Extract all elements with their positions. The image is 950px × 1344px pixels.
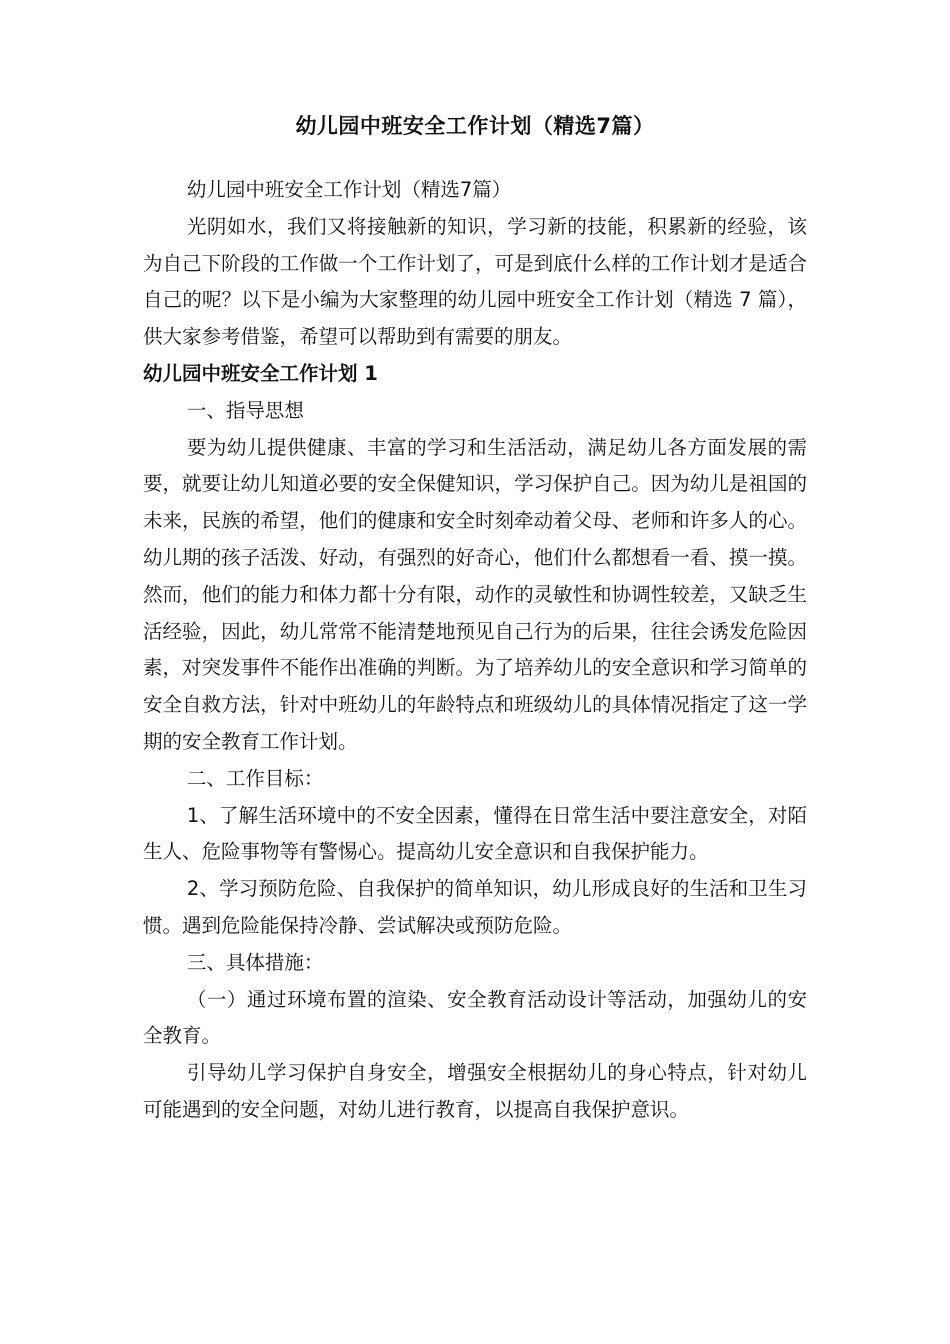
- intro-paragraph: 光阴如水，我们又将接触新的知识，学习新的技能，积累新的经验，该为自己下阶段的工作做一个工作计划了，可是到底什么样的工作计划才是适合自己的呢？以下是小编为大家整理的幼儿园中班安全工作计划（精选 7 篇），供大家参考借鉴，希望可以帮助到有需要的朋友。: [143, 214, 807, 349]
- subsection-heading-goals: 二、工作目标：: [186, 766, 324, 790]
- section-heading: 幼儿园中班安全工作计划 1: [143, 361, 378, 385]
- document-title: 幼儿园中班安全工作计划（精选7篇）: [295, 114, 655, 138]
- measure-item-1: （一）通过环境布置的渲染、安全教育活动设计等活动，加强幼儿的安全教育。: [143, 987, 807, 1048]
- body-paragraph: 要为幼儿提供健康、丰富的学习和生活活动，满足幼儿各方面发展的需要，就要让幼儿知道必要的安全保健知识，学习保护自己。因为幼儿是祖国的未来，民族的希望，他们的健康和安全时刻牵动着父母、老师和许多人的心。幼儿期的孩子活泼、好动，有强烈的好奇心，他们什么都想看一看、摸一摸。然而，他们的能力和体力都十分有限，动作的灵敏性和协调性较差，又缺乏生活经验，因此，幼儿常常不能清楚地预见自己行为的后果，往往会诱发危险因素，对突发事件不能作出准确的判断。为了培养幼儿的安全意识和学习简单的安全自救方法，针对中班幼儿的年龄特点和班级幼儿的具体情况指定了这一学期的安全教育工作计划。: [143, 435, 807, 753]
- subsection-heading-guiding-thought: 一、指导思想: [186, 398, 304, 422]
- goal-item-1: 1、了解生活环境中的不安全因素，懂得在日常生活中要注意安全，对陌生人、危险事物等有警惕心。提高幼儿安全意识和自我保护能力。: [143, 803, 807, 864]
- subtitle-paragraph: 幼儿园中班安全工作计划（精选7篇）: [186, 178, 512, 201]
- body-paragraph: 引导幼儿学习保护自身安全，增强安全根据幼儿的身心特点，针对幼儿可能遇到的安全问题，对幼儿进行教育，以提高自我保护意识。: [143, 1061, 807, 1121]
- subsection-heading-measures: 三、具体措施：: [186, 950, 324, 974]
- document-body: [143, 172, 807, 1129]
- goal-item-2: 2、学习预防危险、自我保护的简单知识，幼儿形成良好的生活和卫生习惯。遇到危险能保持冷静、尝试解决或预防危险。: [143, 877, 807, 937]
